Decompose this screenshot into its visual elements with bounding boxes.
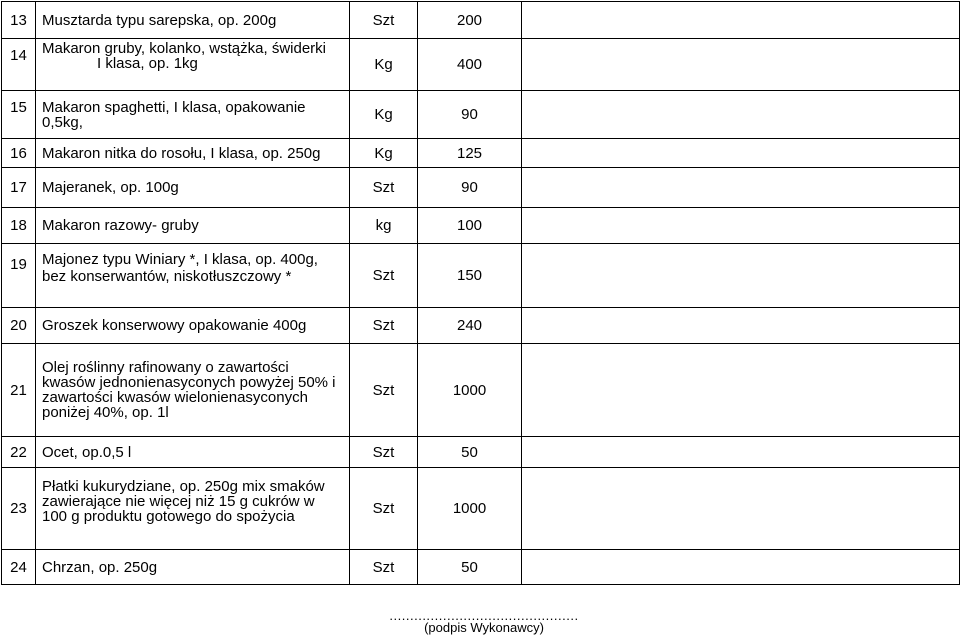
unit: kg (350, 208, 418, 244)
unit: Kg (350, 39, 418, 91)
row-number: 18 (2, 208, 36, 244)
row-number: 22 (2, 437, 36, 468)
quantity: 90 (418, 91, 522, 139)
product-name: Makaron razowy- gruby (36, 208, 350, 244)
empty-cell (522, 468, 960, 550)
table-row (2, 39, 960, 91)
product-name: Makaron nitka do rosołu, I klasa, op. 250g (36, 139, 350, 168)
row-number: 14 (2, 39, 36, 91)
quantity: 240 (418, 308, 522, 344)
empty-cell (522, 39, 960, 91)
product-name-line: 0,5kg, (42, 113, 83, 131)
table-row (2, 437, 960, 468)
table-row (2, 168, 960, 208)
unit: Szt (350, 344, 418, 437)
product-name-line: poniżej 40%, op. 1l (42, 404, 169, 421)
product-name (36, 39, 350, 91)
row-number: 16 (2, 139, 36, 168)
unit: Szt (350, 308, 418, 344)
unit: Szt (350, 244, 418, 308)
signature-label: (podpis Wykonawcy) (424, 620, 544, 635)
empty-cell (522, 308, 960, 344)
product-name (36, 91, 350, 139)
unit: Szt (350, 2, 418, 39)
table-row (2, 344, 960, 437)
product-name: Ocet, op.0,5 l (36, 437, 350, 468)
product-name-line: I klasa, op. 1kg (97, 55, 198, 72)
row-number: 20 (2, 308, 36, 344)
quantity: 150 (418, 244, 522, 308)
unit: Szt (350, 550, 418, 585)
unit: Szt (350, 468, 418, 550)
product-name-line: Majonez typu Winiary *, I klasa, op. 400g, (42, 251, 318, 268)
quantity: 50 (418, 550, 522, 585)
table-row (2, 468, 960, 550)
product-name-line: 100 g produktu gotowego do spożycia (42, 508, 295, 525)
product-name (36, 468, 350, 550)
unit: Kg (350, 139, 418, 168)
product-name-line: zawartości kwasów wielonienasyconych (42, 389, 308, 406)
row-number: 15 (2, 91, 36, 139)
table-row (2, 2, 960, 39)
table-row (2, 244, 960, 308)
row-number: 13 (2, 2, 36, 39)
table-row (2, 308, 960, 344)
quantity: 50 (418, 437, 522, 468)
table-row (2, 550, 960, 585)
empty-cell (522, 344, 960, 437)
quantity: 200 (418, 2, 522, 39)
product-name: Groszek konserwowy opakowanie 400g (36, 308, 350, 344)
row-number: 21 (2, 344, 36, 437)
unit: Kg (350, 91, 418, 139)
product-name: Musztarda typu sarepska, op. 200g (36, 2, 350, 39)
row-number: 17 (2, 168, 36, 208)
quantity: 1000 (418, 344, 522, 437)
product-name-line: zawierające nie więcej niż 15 g cukrów w (42, 493, 315, 510)
quantity: 1000 (418, 468, 522, 550)
signature-dotted-line: .............................................. (389, 608, 579, 623)
product-name: Majeranek, op. 100g (36, 168, 350, 208)
row-number: 24 (2, 550, 36, 585)
product-name-line: Makaron spaghetti, I klasa, opakowanie (42, 98, 306, 116)
products-table (1, 1, 960, 585)
product-name-line: Płatki kukurydziane, op. 250g mix smaków (42, 478, 325, 495)
empty-cell (522, 139, 960, 168)
empty-cell (522, 244, 960, 308)
quantity: 90 (418, 168, 522, 208)
quantity: 400 (418, 39, 522, 91)
product-name-line: bez konserwantów, niskotłuszczowy * (42, 268, 292, 285)
empty-cell (522, 168, 960, 208)
row-number: 23 (2, 468, 36, 550)
empty-cell (522, 2, 960, 39)
row-number: 19 (2, 244, 36, 308)
empty-cell (522, 437, 960, 468)
table-row (2, 91, 960, 139)
empty-cell (522, 91, 960, 139)
product-name-line: kwasów jednonienasyconych powyżej 50% i (42, 374, 336, 391)
quantity: 125 (418, 139, 522, 168)
unit: Szt (350, 168, 418, 208)
product-name-line: Olej roślinny rafinowany o zawartości (42, 359, 289, 376)
product-name: Chrzan, op. 250g (36, 550, 350, 585)
unit: Szt (350, 437, 418, 468)
quantity: 100 (418, 208, 522, 244)
table-row (2, 208, 960, 244)
table-row (2, 139, 960, 168)
empty-cell (522, 208, 960, 244)
product-name (36, 244, 350, 308)
empty-cell (522, 550, 960, 585)
product-name-line: Makaron gruby, kolanko, wstążka, świderki (42, 40, 327, 57)
product-name (36, 344, 350, 437)
